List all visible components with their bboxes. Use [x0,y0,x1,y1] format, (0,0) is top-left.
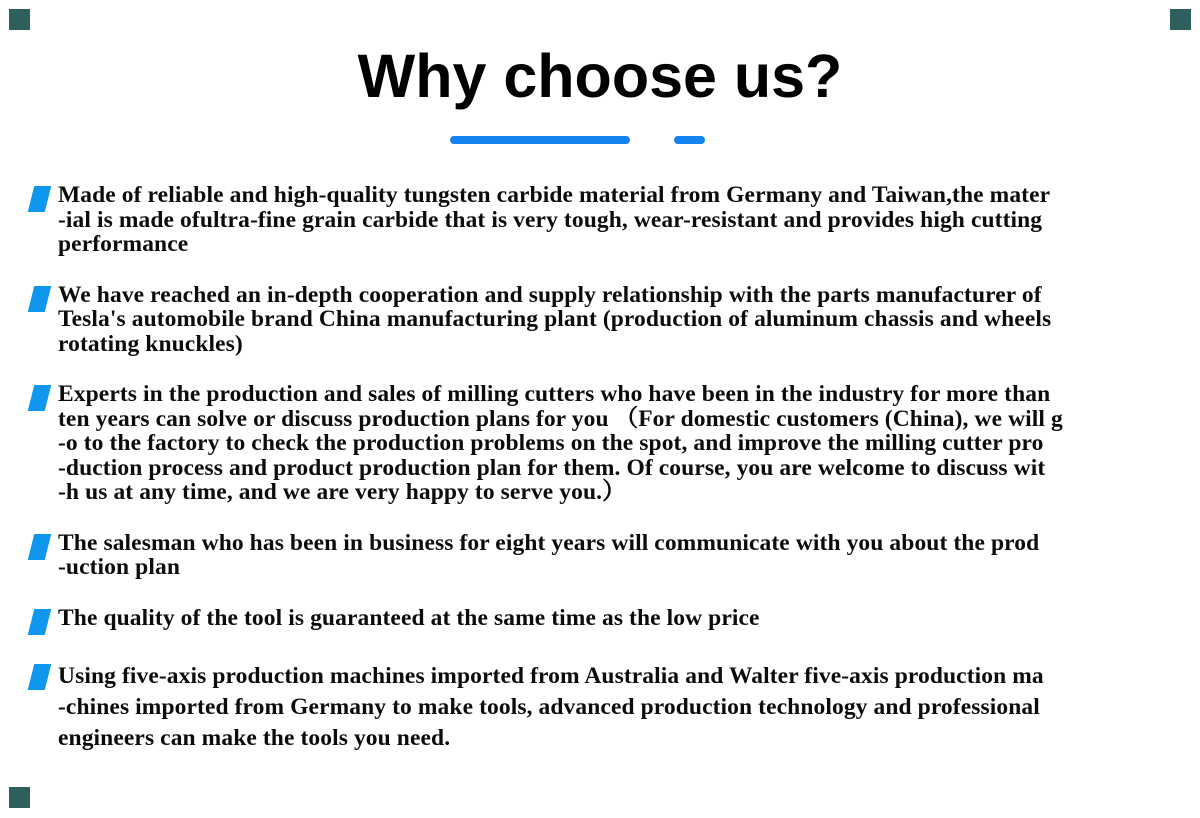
list-item [24,283,1190,357]
list-item [24,531,1190,580]
parallelogram-bullet-icon [28,534,51,560]
parallelogram-bullet-icon [28,664,51,690]
parallelogram-bullet-icon [28,186,51,212]
benefits-list [0,144,1200,754]
title-underline [0,136,1177,144]
parallelogram-bullet-icon [28,286,51,312]
list-item [24,661,1190,754]
underline-long-bar [450,136,630,144]
list-item [24,183,1190,257]
page-title: Why choose us? [357,42,843,110]
bullet-text: The quality of the tool is guaranteed at the same time as the low price [58,604,760,631]
list-item [24,606,1190,635]
fiducial-corner-top-right [1170,9,1191,30]
bullet-text: Made of reliable and high-quality tungsten carbide material from Germany and Taiwan,the mater -ial is made ofultra-fine grain carbide that is very tough, wear-resistant and provides high cutting performance [58,182,1051,258]
underline-short-bar [674,136,705,144]
list-item [24,382,1190,505]
parallelogram-bullet-icon [28,385,51,411]
fiducial-corner-top-left [9,9,30,30]
fiducial-corner-bottom-left [9,787,30,808]
bullet-text: We have reached an in-depth cooperation and supply relationship with the parts manufacturer of Tesla's automobile brand China manufacturing plant (production of aluminum chassis and wheels rotating knuckles) [58,281,1052,357]
parallelogram-bullet-icon [28,609,51,635]
bullet-text: Experts in the production and sales of milling cutters who have been in the industry for more than ten years can solve or discuss production plans for you （For domestic customers (China), we will g -o to the factory to check the production problems on the spot, and improve the milling cutter pro -duction process and product production plan for them. Of course, you are welcome to discuss wit -h us at any time, and we are very happy to serve you.） [58,381,1063,506]
bullet-text: The salesman who has been in business for eight years will communicate with you about the prod -uction plan [58,529,1040,581]
bullet-text: Using five-axis production machines imported from Australia and Walter five-axis production ma -chines imported from Germany to make tools, advanced production technology and professional engineers can make the tools you need. [58,662,1044,751]
